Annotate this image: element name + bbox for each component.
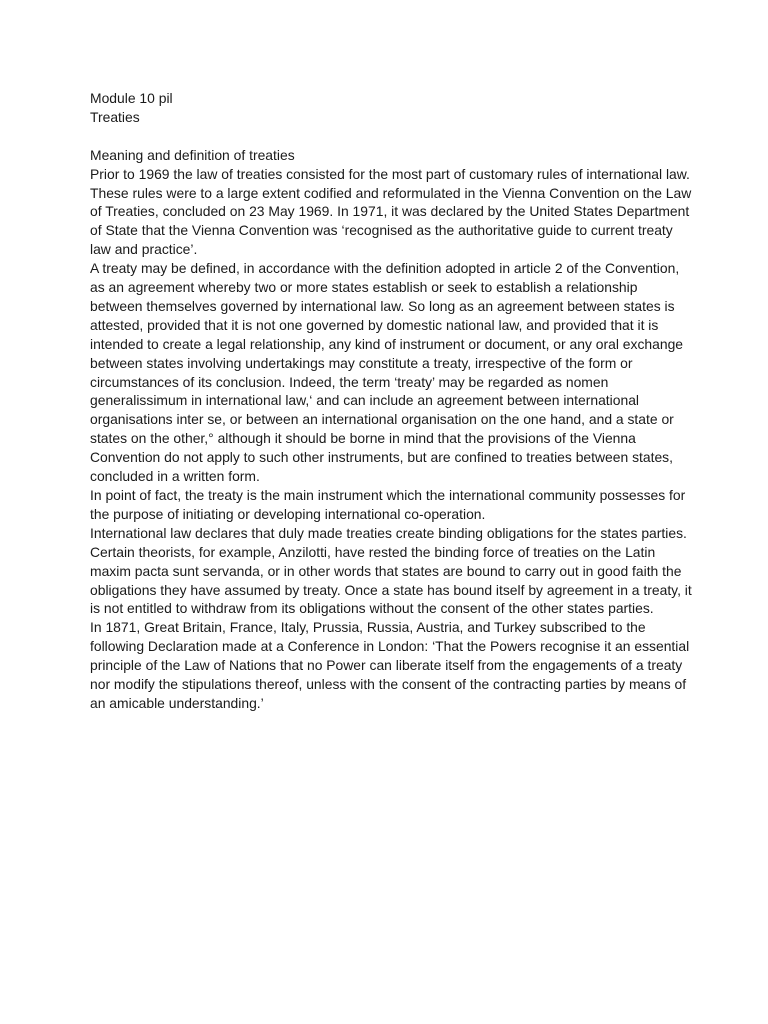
- paragraph-4: International law declares that duly made treaties create binding obligations for the states parties. Certain theorists, for example, Anzilotti, have rested the binding force of treaties on the Latin maxim pacta sunt servanda, or in other words that states are bound to carry out in good faith the obligations they have assumed by treaty. Once a state has bound itself by agreement in a treaty, it is not entitled to withdraw from its obligations without the consent of the other states parties.: [90, 524, 692, 617]
- paragraph-1: Prior to 1969 the law of treaties consisted for the most part of customary rules of international law. These rules were to a large extent codified and reformulated in the Vienna Convention on the Law of Treaties, concluded on 23 May 1969. In 1971, it was declared by the United States Department of State that the Vienna Convention was ‘recognised as the authoritative guide to current treaty law and practice’.: [90, 165, 692, 258]
- paragraph-3: In point of fact, the treaty is the main instrument which the international community possesses for the purpose of initiating or developing international co-operation.: [90, 487, 686, 522]
- section-heading: Meaning and definition of treaties: [90, 146, 295, 163]
- topic-title: Treaties: [90, 108, 140, 125]
- document-body: [90, 89, 692, 713]
- paragraph-2: A treaty may be defined, in accordance with the definition adopted in article 2 of the Convention, as an agreement whereby two or more states establish or seek to establish a relationship between themselves governed by international law. So long as an agreement between states is attested, provided that it is not one governed by domestic national law, and provided that it is intended to create a legal relationship, any kind of instrument or document, or any oral exchange between states involving undertakings may constitute a treaty, irrespective of the form or circumstances of its conclusion. Indeed, the term ‘treaty’ may be regarded as nomen generalissimum in international law,‘ and can include an agreement between international organisations inter se, or between an international organisation on the one hand, and a state or states on the other,° although it should be borne in mind that the provisions of the Vienna Convention do not apply to such other instruments, but are confined to treaties between states, concluded in a written form.: [90, 260, 684, 485]
- paragraph-5: In 1871, Great Britain, France, Italy, Prussia, Russia, Austria, and Turkey subscribed to the following Declaration made at a Conference in London: ‘That the Powers recognise it an essential principle of the Law of Nations that no Power can liberate itself from the engagements of a treaty nor modify the stipulations thereof, unless with the consent of the contracting parties by means of an amicable understanding.’: [90, 619, 690, 711]
- module-title: Module 10 pil: [90, 90, 173, 106]
- blank-line: [90, 127, 692, 146]
